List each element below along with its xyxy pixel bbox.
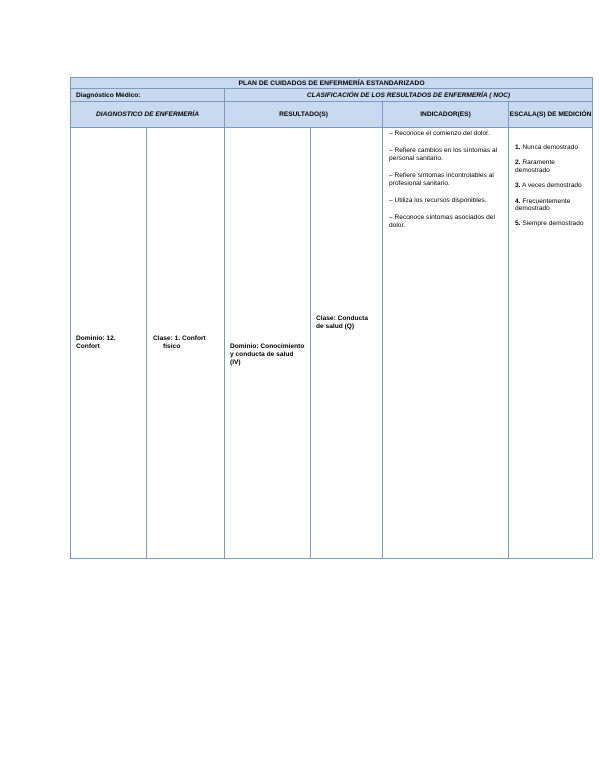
header-diagnostico: DIAGNOSTICO DE ENFERMERÍA	[71, 102, 225, 128]
header-escala: ESCALA(S) DE MEDICIÓN	[509, 102, 593, 128]
indicator-item: – Refiere cambios en los síntomas al personal sanitario.	[389, 147, 498, 162]
indicator-item: – Refiere síntomas incontrolables al profesional sanitario.	[389, 172, 494, 187]
scale-num: 4.	[515, 197, 521, 205]
scale-item	[515, 182, 586, 189]
scale-num: 1.	[515, 144, 521, 151]
clase-confort	[147, 128, 225, 559]
table-title: PLAN DE CUIDADOS DE ENFERMERÍA ESTANDARIZADO	[71, 78, 593, 89]
clase-confort-line1: Clase: 1. Confort	[153, 335, 206, 342]
scale-item	[515, 198, 586, 213]
noc-classification-label: CLASIFICACIÓN DE LOS RESULTADOS DE ENFERMERÍA ( NOC)	[225, 89, 593, 102]
escala-cell	[509, 128, 593, 559]
scale-item	[515, 144, 586, 151]
diagnostico-medico-label: Diagnóstico Médico:	[71, 89, 225, 102]
scale-item	[515, 159, 586, 174]
header-resultados: RESULTADO(S)	[225, 102, 383, 128]
scale-num: 5.	[515, 220, 521, 228]
scale-num: 2.	[515, 159, 521, 167]
scale-item	[515, 220, 586, 227]
care-plan-table	[70, 77, 593, 559]
clase-confort-line2: físico	[163, 343, 181, 350]
scale-num: 3.	[515, 182, 521, 190]
dominio-conocimiento: Dominio: Conocimiento y conducta de salud (IV)	[225, 128, 311, 559]
scale-text: Siempre demostrado	[522, 220, 584, 228]
scale-text: A veces demostrado	[521, 182, 582, 190]
header-indicadores: INDICADOR(ES)	[383, 102, 509, 128]
indicator-item: – Reconoce síntomas asociados del dolor.	[389, 214, 495, 229]
dominio-confort: Dominio: 12. Confort	[71, 128, 147, 559]
scale-text: Raramente demostrado	[515, 159, 555, 174]
clase-conducta: Clase: Conducta de salud (Q)	[311, 128, 383, 559]
scale-text: Nunca demostrado	[522, 144, 579, 151]
scale-text: Frecuentemente demostrado	[515, 197, 571, 213]
indicator-item: – Utiliza los recursos disponibles.	[389, 197, 487, 205]
indicator-item: – Reconoce el comienzo del dolor.	[389, 130, 490, 137]
indicadores-cell	[383, 128, 509, 559]
